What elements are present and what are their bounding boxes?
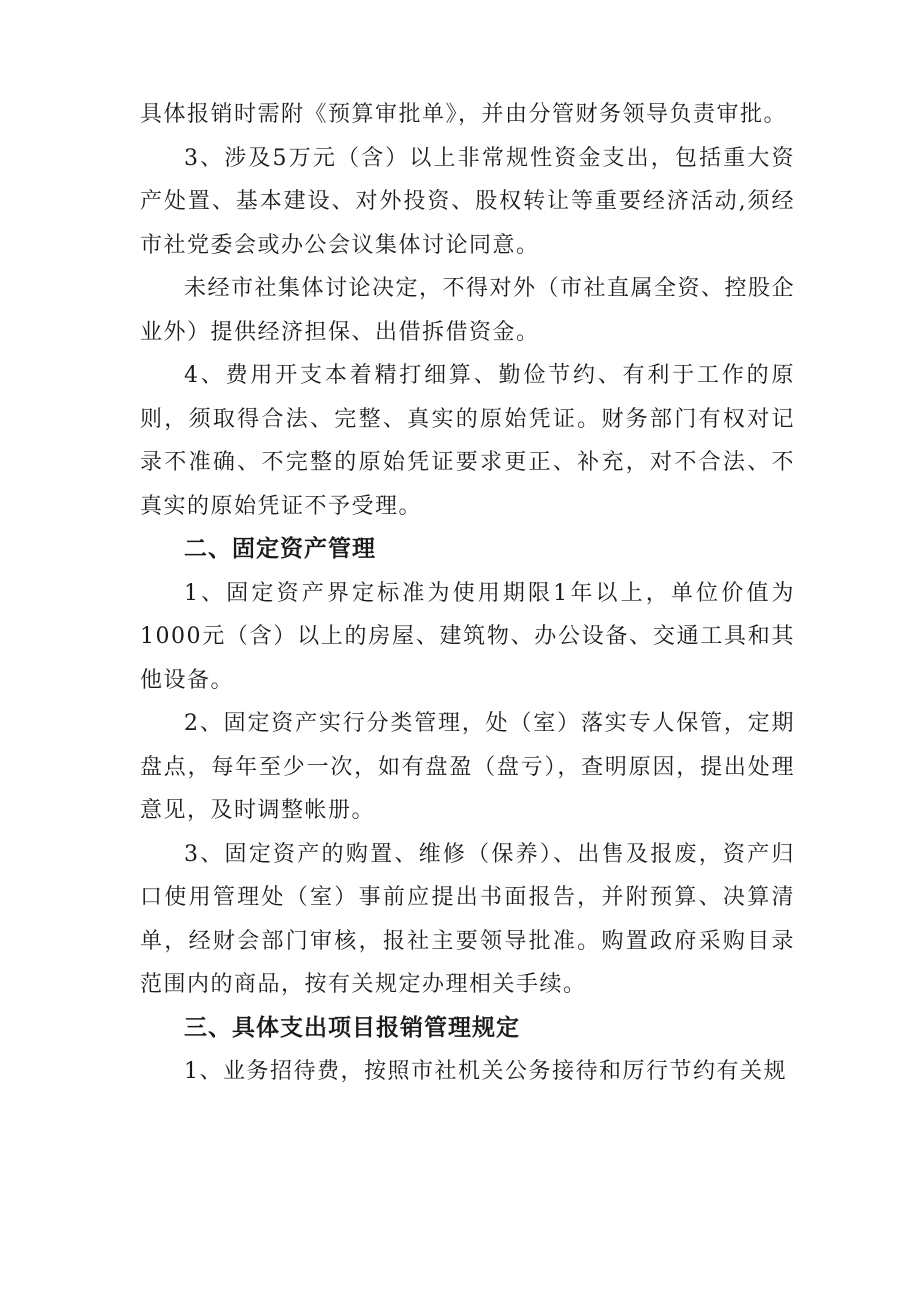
- paragraph-budget-approval: 具体报销时需附《预算审批单》，并由分管财务领导负责审批。: [140, 102, 788, 127]
- paragraph-fixed-asset-definition: 1、固定资产界定标准为使用期限1年以上，单位价值为1000元（含）以上的房屋、建筑物、办公设备、交通工具和其他设备。: [140, 580, 795, 693]
- paragraph-guarantee-restriction: 未经市社集体讨论决定，不得对外（市社直属全资、控股企业外）提供经济担保、出借拆借资金。: [140, 276, 796, 345]
- document-page: [140, 93, 795, 1094]
- paragraph-item-4-expense-principle: 4、费用开支本着精打细算、勤俭节约、有利于工作的原则，须取得合法、完整、真实的原始凭证。财务部门有权对记录不准确、不完整的原始凭证要求更正、补充，对不合法、不真实的原始凭证不予受理。: [140, 363, 795, 519]
- paragraph-item-3-major-expenditure: 3、涉及5万元（含）以上非常规性资金支出，包括重大资产处置、基本建设、对外投资、股权转让等重要经济活动,须经市社党委会或办公会议集体讨论同意。: [140, 145, 795, 258]
- paragraph-fixed-asset-classification: 2、固定资产实行分类管理，处（室）落实专人保管，定期盘点，每年至少一次，如有盘盈（盘亏），查明原因，提出处理意见，及时调整帐册。: [140, 711, 795, 823]
- paragraph-entertainment-expense: 1、业务招待费，按照市社机关公务接待和厉行节约有关规: [184, 1059, 787, 1084]
- section-heading-fixed-assets: 二、固定资产管理: [184, 536, 376, 562]
- section-heading-expense-reimbursement: 三、具体支出项目报销管理规定: [184, 1014, 520, 1041]
- paragraph-fixed-asset-procurement: 3、固定资产的购置、维修（保养）、出售及报废，资产归口使用管理处（室）事前应提出书面报告，并附预算、决算清单，经财会部门审核，报社主要领导批准。购置政府采购目录范围内的商品，按有关规定办理相关手续。: [140, 841, 795, 997]
